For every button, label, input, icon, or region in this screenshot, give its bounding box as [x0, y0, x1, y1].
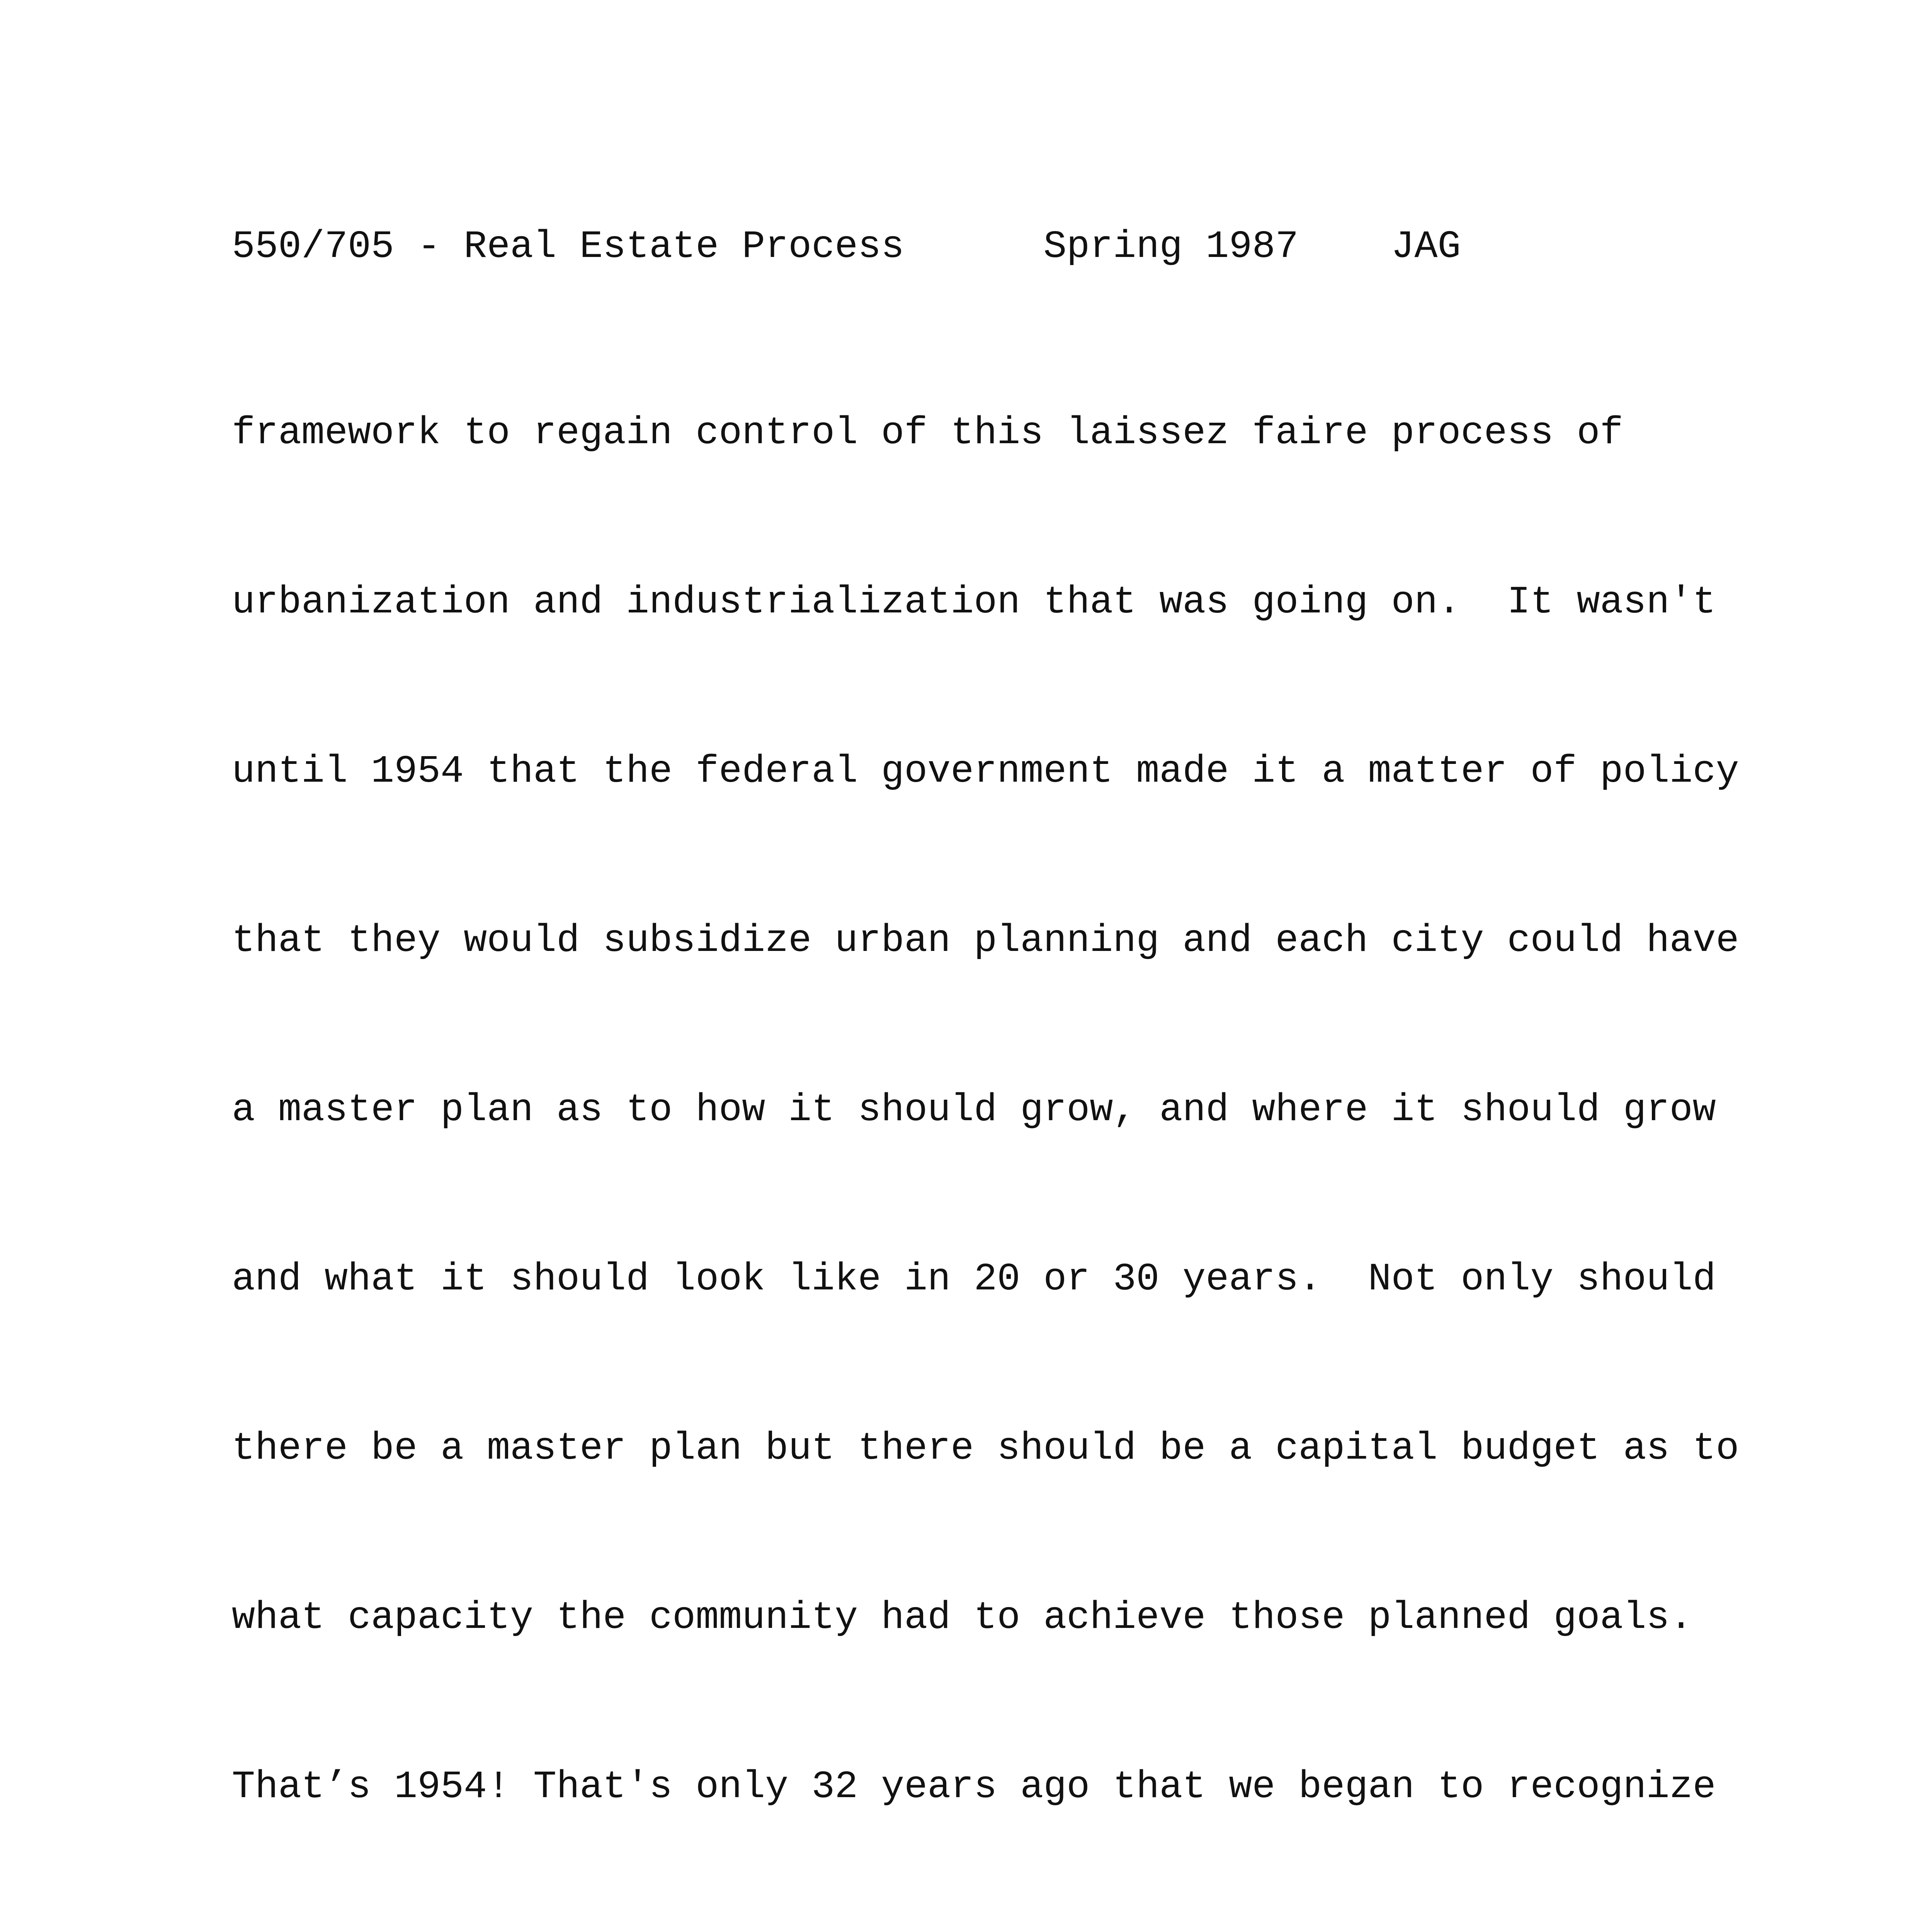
text-line: That’s 1954! That's only 32 years ago that we began to recognize: [232, 1765, 1716, 1809]
header-initials: JAG: [1391, 225, 1461, 269]
header-term: Spring 1987: [1043, 225, 1299, 269]
header-course: 550/705 - Real Estate Process: [232, 225, 905, 269]
header-spacer: [904, 225, 1043, 269]
page-header: [232, 224, 1461, 270]
header-spacer: [1298, 225, 1391, 269]
body-text: [232, 305, 1777, 1932]
text-line: what capacity the community had to achieve those planned goals.: [232, 1596, 1693, 1640]
text-line: urbanization and industrialization that was going on. It wasn't: [232, 581, 1716, 624]
text-line: that they would subsidize urban planning and each city could have: [232, 919, 1739, 963]
text-line: and what it should look like in 20 or 30 years. Not only should: [232, 1258, 1716, 1301]
text-line: there be a master plan but there should be a capital budget as to: [232, 1427, 1739, 1471]
text-line: a master plan as to how it should grow, and where it should grow: [232, 1088, 1716, 1132]
text-line: framework to regain control of this laissez faire process of: [232, 412, 1623, 455]
text-line: [232, 1916, 1777, 1932]
text-line: until 1954 that the federal government made it a matter of policy: [232, 750, 1739, 794]
